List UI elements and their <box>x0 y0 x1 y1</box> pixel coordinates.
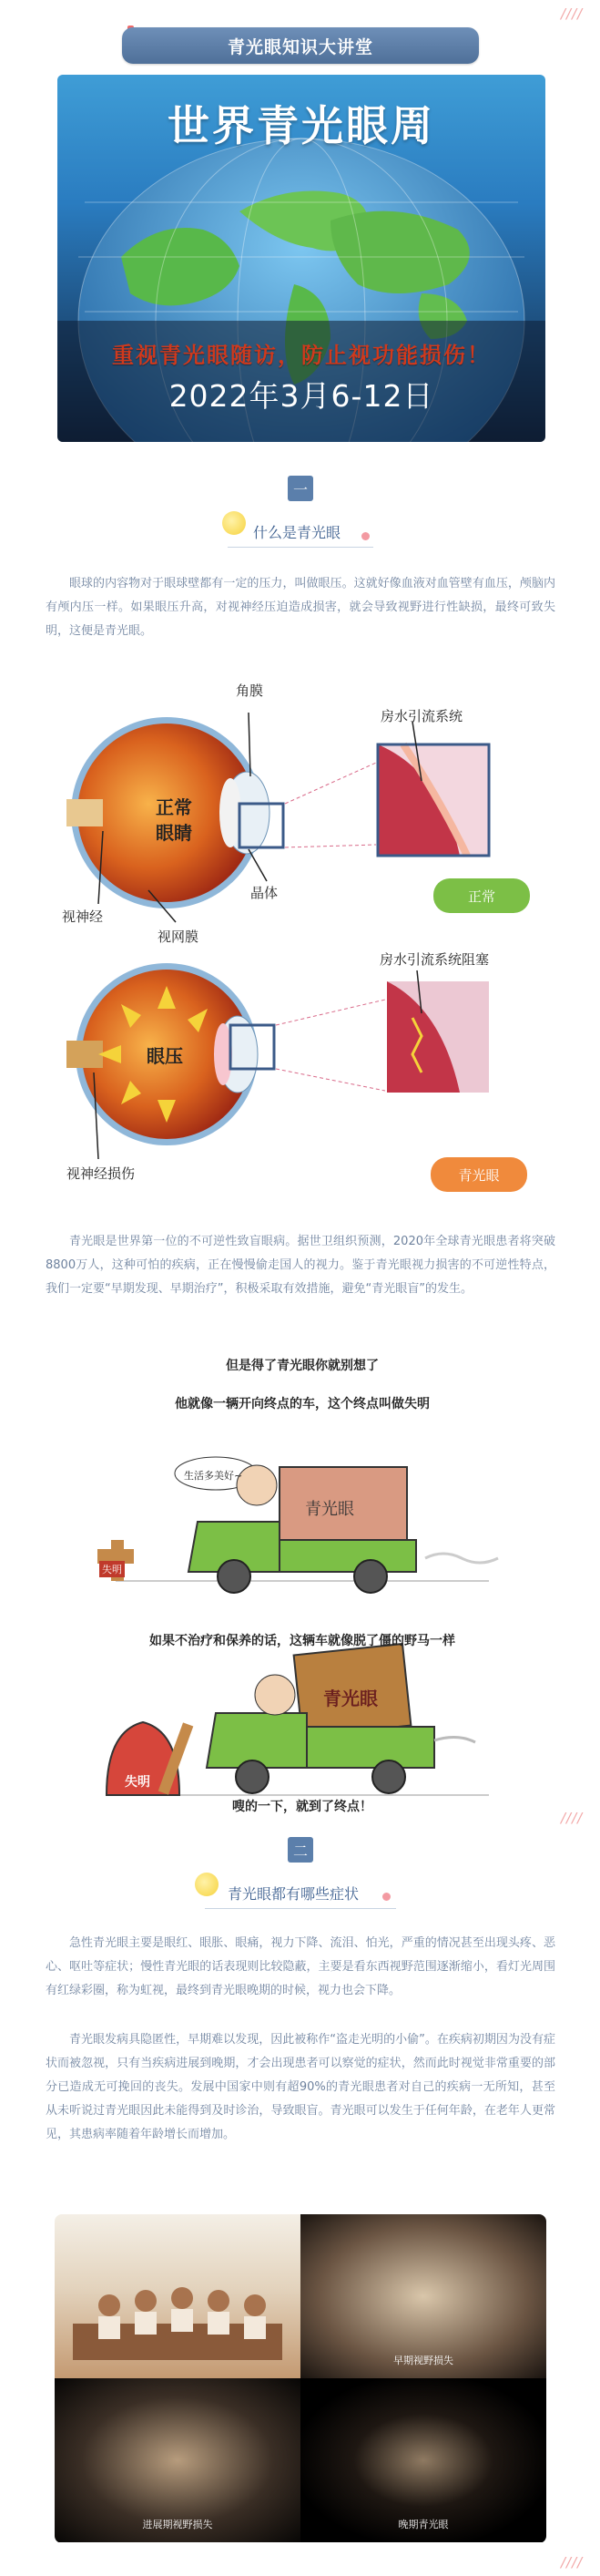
eye-diagram-graphic <box>57 672 545 1200</box>
cornea-label: 角膜 <box>236 682 264 699</box>
eye-diagram <box>57 672 545 1200</box>
optic-nerve-label: 视神经 <box>62 908 104 925</box>
section-underline-2 <box>205 1908 396 1909</box>
cartoon-line-3: 如果不治疗和保养的话，这辆车就像脱了僵的野马一样 <box>149 1634 455 1648</box>
section-number-badge: 一 <box>288 476 313 501</box>
yellow-dot-icon <box>222 511 246 535</box>
family-photo-late-stage <box>300 2378 546 2542</box>
banner-date: 2022年3月6-12日 <box>168 378 434 414</box>
yellow-dot-icon-2 <box>195 1873 219 1896</box>
section-underline <box>228 547 373 548</box>
vision-loss-photo-grid <box>55 2214 546 2543</box>
decorative-slashes-bottom: //// <box>561 2554 584 2571</box>
banner-headline: 世界青光眼周 <box>168 101 435 150</box>
speech-bubble: 生活多美好~ <box>184 1470 243 1482</box>
intro-paragraph: 眼球的内容物对于眼球壁都有一定的压力，叫做眼压。这就好像血液对血管壁有血压，颅脑内有颅内压一样。如果眼压升高，对视神经压迫造成损害，就会导致视野进行性缺损，最终可致失明，这便是青光眼。 <box>46 577 555 638</box>
caption-early-loss: 早期视野损失 <box>393 2355 453 2366</box>
truck-label: 青光眼 <box>305 1500 354 1519</box>
truck-label-2: 青光眼 <box>323 1688 378 1709</box>
statistics-paragraph: 青光眼是世界第一位的不可逆性致盲眼病。据世卫组织预测，2020年全球青光眼患者将突破8800万人，这种可怕的疾病，正在慢慢偷走国人的视力。鉴于青光眼视力损害的不可逆性特点，我们一定要“早期发现、早期治疗”，积极采取有效措施，避免“青光眼盲”的发生。 <box>46 1235 555 1296</box>
normal-status-badge: 正常 <box>433 878 530 913</box>
section-title-2: 青光眼都有哪些症状 <box>228 1885 360 1903</box>
optic-damage-label: 视神经损伤 <box>66 1165 136 1182</box>
cartoon-line-4: 嗖的一下，就到了终点！ <box>232 1800 372 1814</box>
eye-pressure-label: 眼压 <box>147 1045 183 1067</box>
family-photo-progressive-loss <box>55 2378 300 2542</box>
caption-late-stage: 晚期青光眼 <box>398 2519 449 2530</box>
drainage-blocked-label: 房水引流系统阻塞 <box>380 951 490 968</box>
decorative-slashes-top: //// <box>561 5 584 22</box>
drainage-normal-label: 房水引流系统 <box>381 708 463 724</box>
glaucoma-status-badge: 青光眼 <box>431 1157 527 1192</box>
pink-dot-icon <box>361 532 370 540</box>
world-glaucoma-week-banner <box>57 75 545 442</box>
hidden-onset-paragraph: 青光眼发病具隐匿性，早期难以发现，因此被称作“盗走光明的小偷”。在疾病初期因为没有症状而被忽视，只有当疾病进展到晚期，才会出现患者可以察觉的症状，然而此时视觉非常重要的部分已造成无可挽回的丧失。发展中国家中则有超90%的青光眼患者对自己的疾病一无所知，甚至从未听说过青光眼因此未能得到及时诊治，导致眼盲。青光眼可以发生于任何年龄，在老年人更常见，其患病率随着年龄增长而增加。 <box>46 2033 555 2141</box>
pink-dot-icon-2 <box>382 1893 391 1901</box>
family-photo-clear <box>55 2214 300 2378</box>
cartoon-graphic <box>97 1421 507 1813</box>
family-photo-early-loss <box>300 2214 546 2378</box>
section-number-badge-2: 二 <box>288 1837 313 1863</box>
caption-progressive-loss: 进展期视野损失 <box>142 2519 213 2530</box>
glaucoma-truck-cartoon <box>97 1339 507 1813</box>
lens-label: 晶体 <box>250 885 279 901</box>
blindness-sign: 失明 <box>99 1561 125 1577</box>
symptoms-paragraph: 急性青光眼主要是眼红、眼胀、眼痛，视力下降、流泪、怕光，严重的情况甚至出现头疼、恶心、呕吐等症状；慢性青光眼的话表现则比较隐蔽，主要是看东西视野范围逐渐缩小，看灯光周围有红绿彩圈，称为虹视，最终到青光眼晚期的时候，视力也会下降。 <box>46 1936 555 1997</box>
section-title: 什么是青光眼 <box>253 524 341 541</box>
cartoon-line-2: 他就像一辆开向终点的车，这个终点叫做失明 <box>175 1397 430 1411</box>
decorative-slashes-mid: //// <box>561 1810 584 1826</box>
normal-eye-label: 正常 眼睛 <box>156 796 192 844</box>
cartoon-line-1: 但是得了青光眼你就别想了 <box>226 1359 379 1373</box>
blindness-sign-2: 失明 <box>125 1775 150 1790</box>
page-title: 青光眼知识大讲堂 <box>122 27 479 64</box>
family-graphic <box>55 2214 300 2378</box>
retina-label: 视网膜 <box>158 929 199 945</box>
banner-slogan: 重视青光眼随访，防止视功能损伤！ <box>112 342 491 368</box>
